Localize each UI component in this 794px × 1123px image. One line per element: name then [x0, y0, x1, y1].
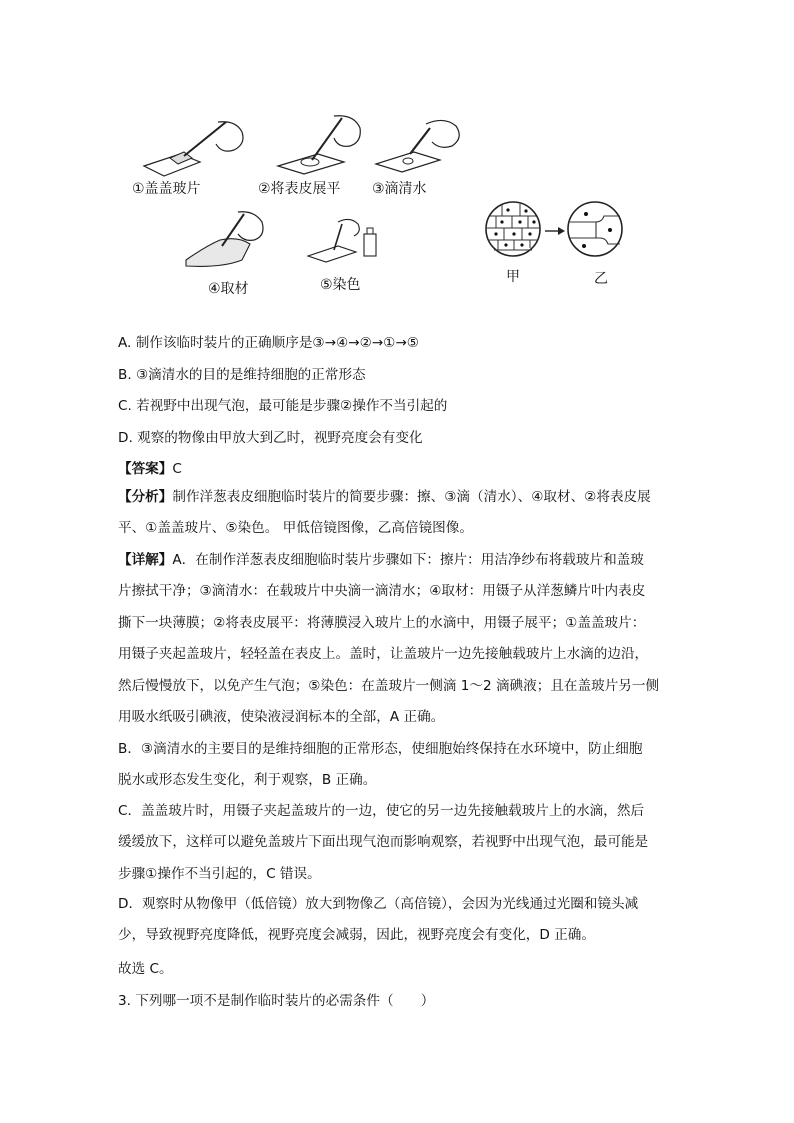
micrograph-low: [484, 200, 542, 262]
answer-value: C: [172, 461, 182, 477]
detail-b: [118, 734, 678, 797]
option-b: B. ③滴清水的目的是维持细胞的正常形态: [118, 367, 366, 383]
analysis: [118, 482, 678, 545]
detail-line: 脱水或形态发生变化，利于观察，B 正确。: [118, 772, 377, 789]
micro-label-jia: 甲: [506, 269, 520, 285]
detail-line: 撕下一块薄膜；②将表皮展平：将薄膜浸入玻片上的水滴中，用镊子展平；①盖盖玻片：: [118, 614, 646, 631]
micro-label-yi: 乙: [594, 271, 608, 287]
analysis-line: 制作洋葱表皮细胞临时装片的简要步骤：擦、③滴（清水）、④取材、②将表皮展: [172, 489, 651, 505]
next-question: 3. 下列哪一项不是制作临时装片的必需条件（ ）: [118, 993, 435, 1009]
detail-line: A．在制作洋葱表皮细胞临时装片步骤如下：擦片：用洁净纱布将载玻片和盖玻: [172, 552, 644, 568]
step3-caption: ③滴清水: [372, 181, 427, 197]
step1-illustration: [140, 118, 250, 178]
detail-tag: 【详解】: [118, 552, 173, 568]
arrow-icon: [544, 222, 566, 241]
detail-c: [118, 796, 678, 890]
detail-line: 然后慢慢放下，以免产生气泡；⑤染色：在盖玻片一侧滴 1～2 滴碘液；且在盖玻片另一侧: [118, 677, 660, 694]
answer-tag: 【答案】: [118, 461, 173, 477]
detail-line: 步骤①操作不当引起的，C 错误。: [118, 865, 321, 882]
step5-caption: ⑤染色: [320, 277, 361, 293]
detail-line: C．盖盖玻片时，用镊子夹起盖玻片的一边，使它的另一边先接触载玻片上的水滴，然后: [118, 803, 645, 819]
analysis-line: 平、①盖盖玻片、⑤染色。 甲低倍镜图像，乙高倍镜图像。: [118, 520, 473, 537]
step4-illustration: [182, 208, 282, 274]
option-d: D. 观察的物像由甲放大到乙时，视野亮度会有变化: [118, 430, 423, 446]
detail-d: [118, 889, 678, 952]
step2-illustration: [268, 112, 378, 178]
detail-line: D．观察时从物像甲（低倍镜）放大到物像乙（高倍镜），会因为光线通过光圈和镜头减: [118, 896, 639, 912]
detail-line: 少，导致视野亮度降低，视野亮度会减弱，因此，视野亮度会有变化，D 正确。: [118, 927, 595, 944]
answer: [118, 457, 182, 477]
detail-line: 片擦拭干净；③滴清水：在载玻片中央滴一滴清水；④取材：用镊子从洋葱鳞片叶内表皮: [118, 583, 646, 600]
detail-a: [118, 545, 678, 733]
detail-line: 用镊子夹起盖玻片，轻轻盖在表皮上。盖时，让盖玻片一边先接触载玻片上水滴的边沿，: [118, 646, 649, 663]
step4-caption: ④取材: [208, 281, 249, 297]
micrograph-high: [566, 200, 624, 262]
option-a: A. 制作该临时装片的正确顺序是③→④→②→①→⑤: [118, 335, 419, 351]
analysis-tag: 【分析】: [118, 489, 173, 505]
step3-illustration: [374, 114, 474, 174]
detail-line: 用吸水纸吸引碘液，使染液浸润标本的全部，A 正确。: [118, 709, 445, 726]
step1-caption: ①盖盖玻片: [132, 181, 201, 197]
detail-line: 缓缓放下，这样可以避免盖玻片下面出现气泡而影响观察，若视野中出现气泡，最可能是: [118, 834, 649, 851]
step2-caption: ②将表皮展平: [258, 181, 341, 197]
conclusion: 故选 C。: [118, 961, 173, 977]
step5-illustration: [304, 216, 384, 266]
option-c: C. 若视野中出现气泡，最可能是步骤②操作不当引起的: [118, 398, 448, 414]
detail-line: B．③滴清水的主要目的是维持细胞的正常形态，使细胞始终保持在水环境中，防止细胞: [118, 741, 643, 757]
experiment-figure: [118, 112, 678, 312]
